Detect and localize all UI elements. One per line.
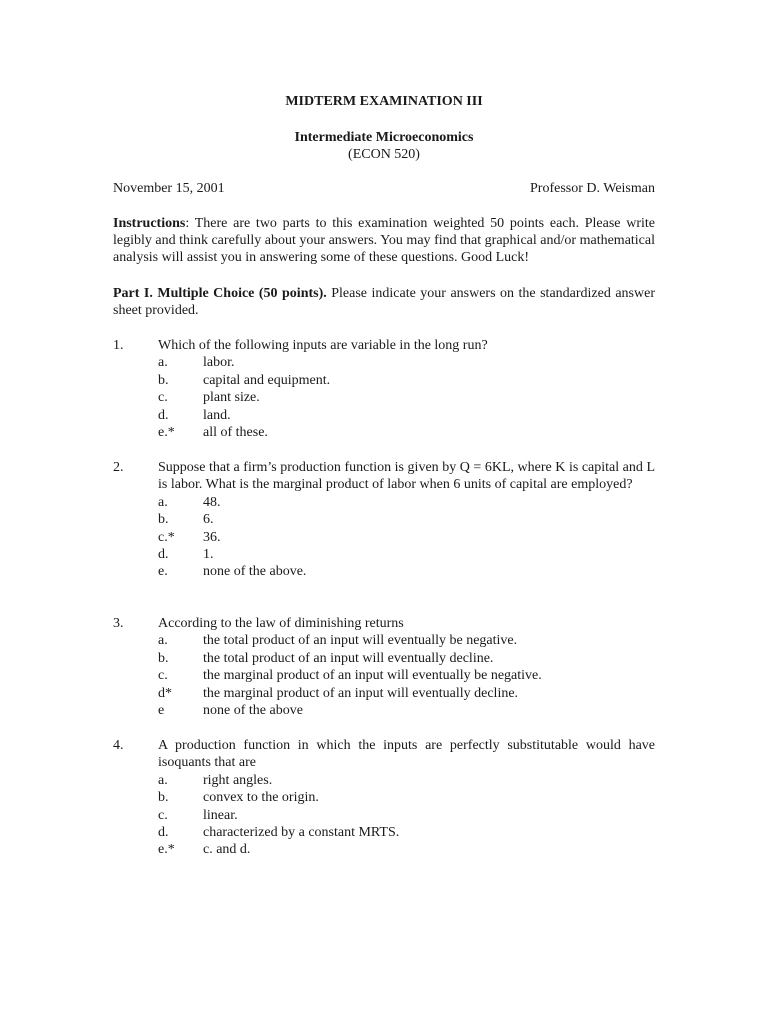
option-letter: a. — [158, 633, 168, 649]
option-row — [158, 546, 655, 563]
option-letter: d. — [158, 407, 169, 423]
course-code: (ECON 520) — [348, 147, 420, 162]
question-text: A production function in which the inputs are perfectly substitutable would have isoquants that are — [158, 738, 655, 771]
question-text: Suppose that a firm’s production function is given by Q = 6KL, where K is capital and L is labor. What is the marginal product of labor when 6 units of capital are employed? — [158, 460, 655, 493]
instructions-label: Instructions — [113, 216, 186, 231]
option-text: plant size. — [203, 390, 260, 406]
option-letter: c. — [158, 668, 168, 684]
option-row — [158, 407, 655, 424]
instructions-paragraph — [113, 215, 655, 266]
option-letter: b. — [158, 372, 169, 388]
option-letter: b. — [158, 650, 169, 666]
question-text: Which of the following inputs are variable in the long run? — [158, 338, 488, 353]
option-text: the marginal product of an input will eventually be negative. — [203, 668, 542, 684]
option-text: linear. — [203, 807, 238, 823]
option-text: 48. — [203, 494, 221, 510]
option-text: capital and equipment. — [203, 372, 331, 388]
option-row — [158, 424, 655, 441]
question-2 — [113, 459, 655, 581]
option-letter: e.* — [158, 425, 175, 441]
question-number: 1. — [113, 338, 124, 353]
option-text: none of the above — [203, 703, 303, 719]
part1-text: Please indicate your answers on the standardized answer sheet provided. — [113, 286, 655, 318]
question-4 — [113, 737, 655, 859]
option-text: 36. — [203, 529, 221, 545]
option-row — [158, 563, 655, 580]
option-row — [158, 529, 655, 546]
option-letter: a. — [158, 772, 168, 788]
question-1 — [113, 337, 655, 441]
option-row — [158, 354, 655, 371]
option-letter: e.* — [158, 842, 175, 858]
option-letter: d. — [158, 825, 169, 841]
option-letter: e. — [158, 564, 168, 580]
option-letter: b. — [158, 512, 169, 528]
option-text: 6. — [203, 512, 214, 528]
part1-paragraph — [113, 285, 655, 319]
option-text: labor. — [203, 355, 235, 371]
part1-label: Part I. Multiple Choice (50 points). — [113, 286, 327, 301]
exam-title: MIDTERM EXAMINATION III — [285, 94, 483, 109]
option-letter: c. — [158, 807, 168, 823]
professor-name: Professor D. Weisman — [530, 181, 655, 196]
option-text: right angles. — [203, 772, 273, 788]
option-letter: c. — [158, 390, 168, 406]
option-row — [158, 702, 655, 719]
option-text: all of these. — [203, 425, 268, 441]
option-letter: a. — [158, 355, 168, 371]
option-row — [158, 389, 655, 406]
option-text: the total product of an input will eventually be negative. — [203, 633, 518, 649]
question-number: 2. — [113, 460, 124, 475]
question-3 — [113, 615, 655, 719]
option-text: none of the above. — [203, 564, 307, 580]
option-text: 1. — [203, 547, 214, 563]
option-row — [158, 789, 655, 806]
option-text: c. and d. — [203, 842, 251, 858]
question-text: According to the law of diminishing returns — [158, 616, 404, 631]
option-text: the marginal product of an input will eventually decline. — [203, 685, 519, 701]
option-text: the total product of an input will eventually decline. — [203, 650, 494, 666]
exam-date: November 15, 2001 — [113, 181, 225, 196]
option-letter: c.* — [158, 529, 175, 545]
option-text: land. — [203, 407, 231, 423]
option-text: convex to the origin. — [203, 790, 319, 806]
option-letter: e — [158, 703, 165, 719]
option-row — [158, 511, 655, 528]
option-row — [158, 494, 655, 511]
option-text: characterized by a constant MRTS. — [203, 825, 400, 841]
option-letter: d. — [158, 547, 169, 563]
option-row — [158, 841, 655, 858]
option-row — [158, 632, 655, 649]
option-row — [158, 772, 655, 789]
option-row — [158, 824, 655, 841]
option-row — [158, 372, 655, 389]
option-row — [158, 650, 655, 667]
option-letter: a. — [158, 494, 168, 510]
option-row — [158, 807, 655, 824]
option-row — [158, 685, 655, 702]
course-name: Intermediate Microeconomics — [294, 130, 474, 145]
question-number: 4. — [113, 738, 124, 753]
instructions-text: : There are two parts to this examination weighted 50 points each. Please write legibly and think carefully about your answers. You may find that graphical and/or mathematical analysis will assist you in answering some of these questions. Good Luck! — [113, 216, 655, 265]
option-letter: d* — [158, 685, 172, 701]
option-letter: b. — [158, 790, 169, 806]
question-number: 3. — [113, 616, 124, 631]
option-row — [158, 667, 655, 684]
